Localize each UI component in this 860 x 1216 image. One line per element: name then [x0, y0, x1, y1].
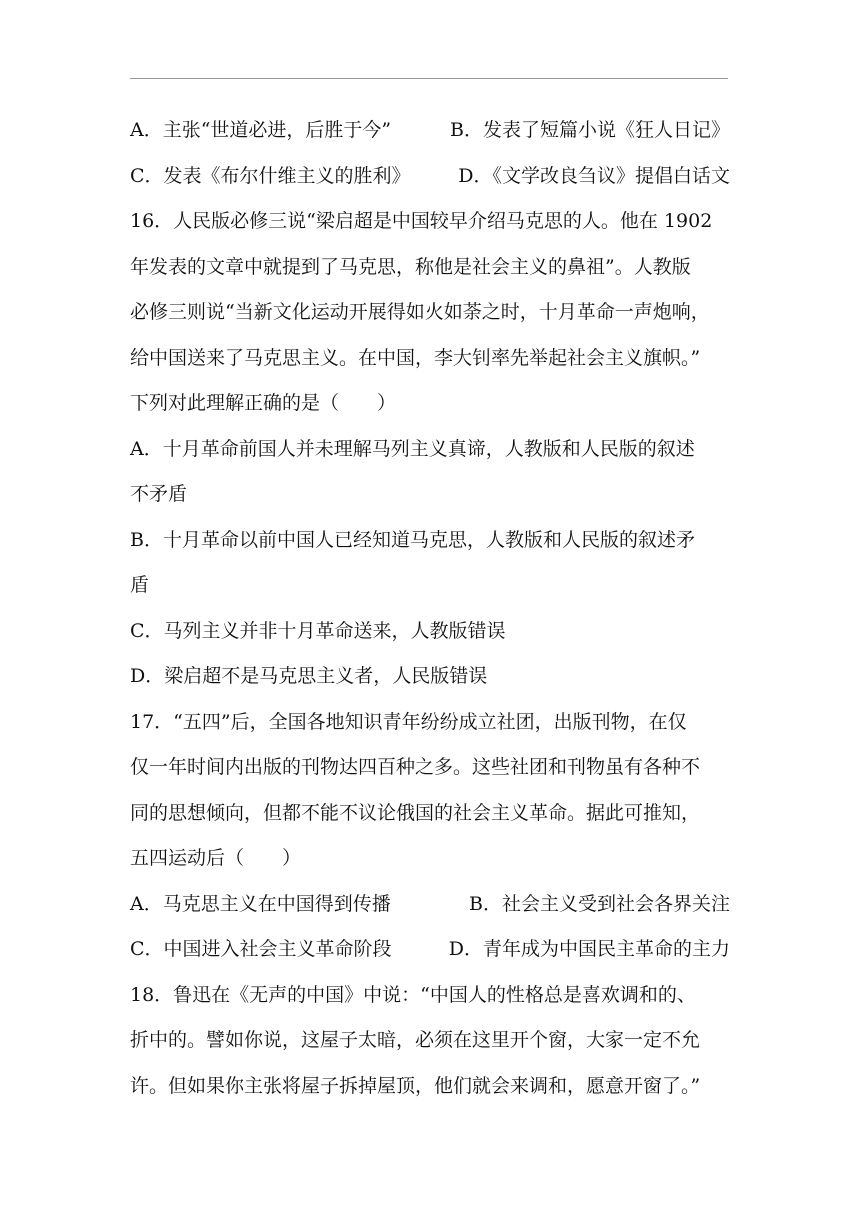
- q16-option-b-cont: 盾: [130, 574, 150, 596]
- q18-stem-line: 18．鲁迅在《无声的中国》中说：“中国人的性格总是喜欢调和的、: [130, 983, 696, 1006]
- q15-options-row-ab: [130, 108, 730, 154]
- q16-stem-line: 给中国送来了马克思主义。在中国，李大钊率先举起社会主义旗帜。”: [130, 346, 701, 369]
- q15-option-b: B．发表了短篇小说《狂人日记》: [450, 119, 730, 141]
- q16-stem-line: 16．人民版必修三说“梁启超是中国较早介绍马克思的人。他在 1902: [130, 210, 713, 232]
- q17-options-row-ab: [130, 882, 730, 928]
- q18-stem-line: 折中的。譬如你说，这屋子太暗，必须在这里开个窗，大家一定不允: [130, 1029, 701, 1051]
- q17-stem-line: 17．“五四”后，全国各地知识青年纷纷成立社团，出版刊物，在仅: [130, 710, 687, 733]
- q15-option-a: A．主张“世道必进，后胜于今”: [130, 119, 392, 141]
- q17-option-b: B．社会主义受到社会各界关注: [469, 892, 730, 915]
- q16-stem-line: 年发表的文章中就提到了马克思，称他是社会主义的鼻祖”。人教版: [130, 255, 691, 278]
- q15-option-d: D．《文学改良刍议》提倡白话文: [458, 164, 730, 187]
- q17-stem-line: 五四运动后（ ）: [130, 847, 302, 869]
- q16-option-a-cont: 不矛盾: [130, 483, 188, 505]
- q17-option-a: A．马克思主义在中国得到传播: [130, 892, 391, 915]
- header-rule: [130, 78, 728, 79]
- q17-options-row-cd: [130, 927, 730, 973]
- q16-stem-line: 必修三则说“当新文化运动开展得如火如荼之时，十月革命一声炮响，: [130, 301, 710, 323]
- q15-options-row-cd: [130, 154, 730, 200]
- q17-option-c: C．中国进入社会主义革命阶段: [130, 938, 392, 960]
- q16-option-c: C．马列主义并非十月革命送来，人教版错误: [130, 619, 506, 642]
- q17-stem-line: 同的思想倾向，但都不能不议论俄国的社会主义革命。据此可推知，: [130, 801, 701, 824]
- document-body: [130, 108, 730, 1109]
- q15-option-c: C．发表《布尔什维主义的胜利》: [130, 164, 411, 187]
- q16-option-d: D．梁启超不是马克思主义者，人民版错误: [130, 665, 488, 687]
- q16-stem-line: 下列对此理解正确的是（ ）: [130, 392, 397, 414]
- q17-option-d: D．青年成为中国民主革命的主力: [448, 938, 730, 960]
- q17-stem-line: 仅一年时间内出版的刊物达四百种之多。这些社团和刊物虽有各种不: [130, 756, 701, 778]
- q16-option-b: B．十月革命以前中国人已经知道马克思，人教版和人民版的叙述矛: [130, 528, 695, 551]
- q18-stem-line: 许。但如果你主张将屋子拆掉屋顶，他们就会来调和，愿意开窗了。”: [130, 1074, 701, 1097]
- q16-option-a: A．十月革命前国人并未理解马列主义真谛，人教版和人民版的叙述: [130, 437, 695, 460]
